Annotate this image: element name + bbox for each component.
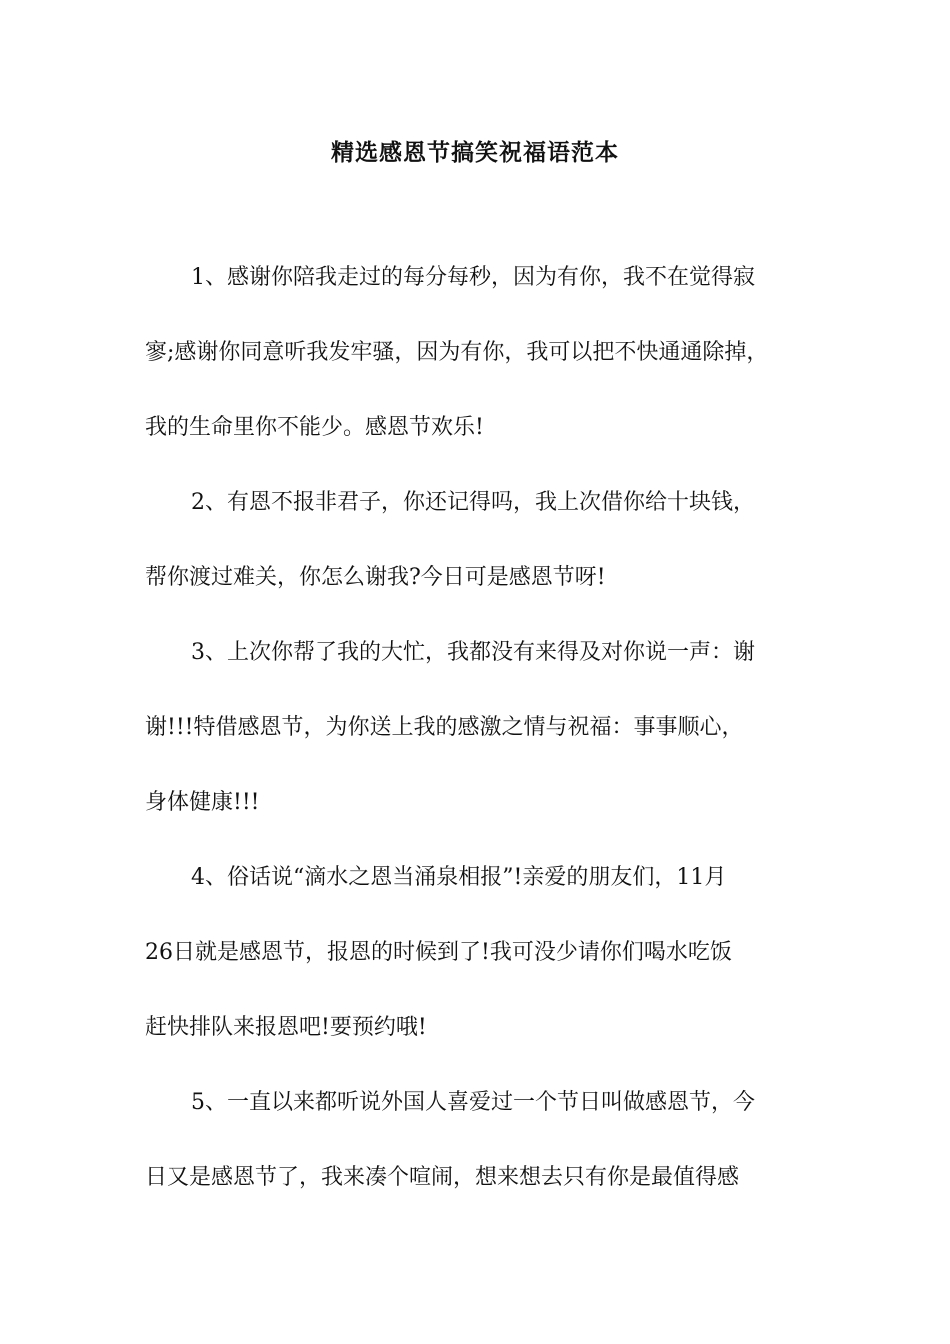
paragraph-line: 3、上次你帮了我的大忙，我都没有来得及对你说一声：谢 — [191, 640, 755, 665]
document-title: 精选感恩节搞笑祝福语范本 — [331, 139, 619, 166]
paragraph-line: 2、有恩不报非君子，你还记得吗，我上次借你给十块钱， — [191, 490, 755, 515]
paragraph-4 — [145, 859, 829, 1047]
document-body — [145, 259, 829, 1234]
paragraph-line: 谢!!!特借感恩节，为你送上我的感激之情与祝福：事事顺心， — [145, 715, 744, 740]
paragraph-line: 26日就是感恩节，报恩的时候到了!我可没少请你们喝水吃饭 — [145, 940, 732, 965]
paragraph-line: 5、一直以来都听说外国人喜爱过一个节日叫做感恩节，今 — [191, 1090, 755, 1115]
paragraph-line: 寥;感谢你同意听我发牢骚，因为有你，我可以把不快通通除掉， — [145, 340, 769, 365]
paragraph-2 — [145, 484, 829, 597]
paragraph-line: 1、感谢你陪我走过的每分每秒，因为有你，我不在觉得寂 — [191, 265, 755, 290]
paragraph-line: 4、俗话说“滴水之恩当涌泉相报”!亲爱的朋友们，11月 — [191, 865, 727, 890]
paragraph-line: 日又是感恩节了，我来凑个喧闹，想来想去只有你是最值得感 — [145, 1165, 740, 1190]
paragraph-1 — [145, 259, 829, 447]
paragraph-line: 身体健康!!! — [145, 790, 260, 815]
paragraph-line: 帮你渡过难关，你怎么谢我?今日可是感恩节呀! — [145, 565, 606, 590]
paragraph-3 — [145, 634, 829, 822]
paragraph-5 — [145, 1084, 829, 1197]
paragraph-line: 我的生命里你不能少。感恩节欢乐! — [145, 415, 484, 440]
paragraph-line: 赶快排队来报恩吧!要预约哦! — [145, 1015, 427, 1040]
